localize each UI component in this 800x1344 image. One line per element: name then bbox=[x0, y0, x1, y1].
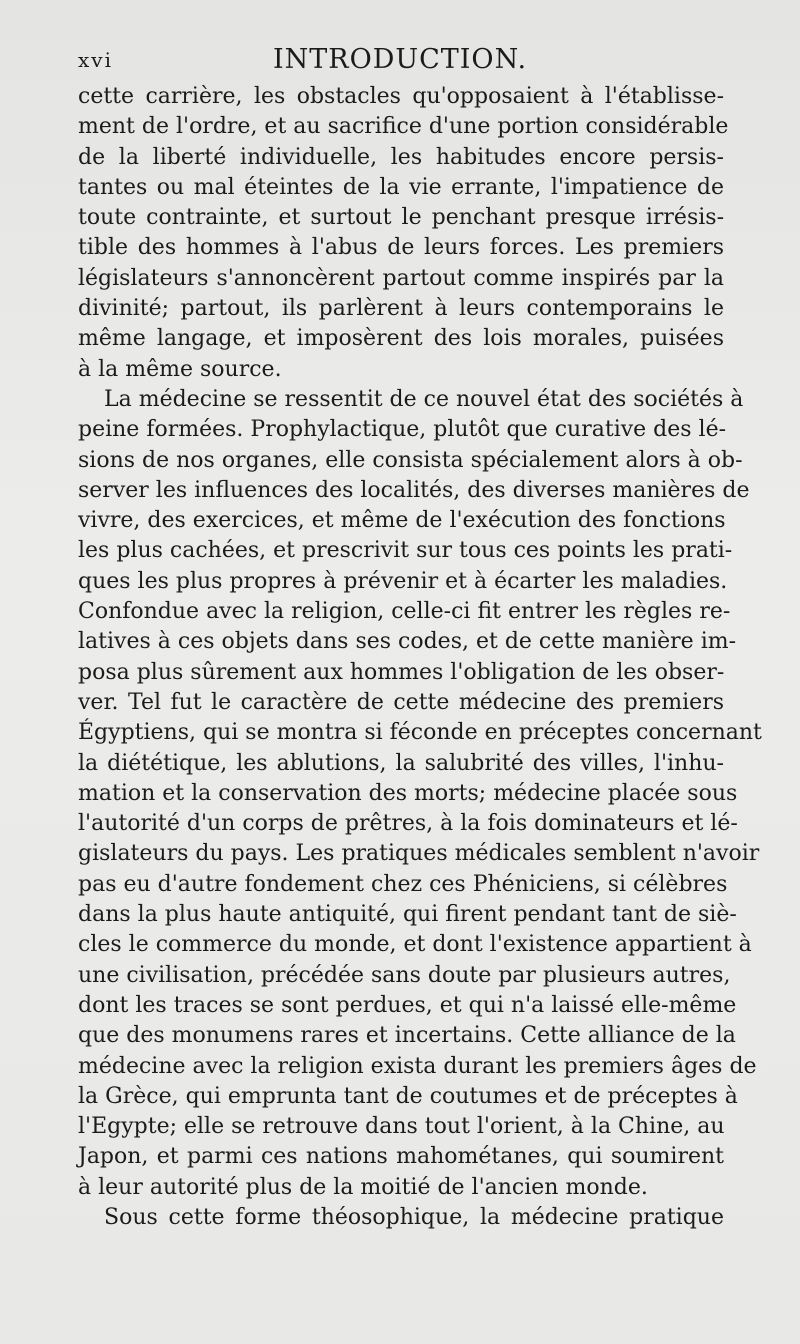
running-title: INTRODUCTION. bbox=[272, 44, 528, 75]
text-line: l'autorité d'un corps de prêtres, à la fois dominateurs et lé- bbox=[78, 811, 738, 837]
text-line: dans la plus haute antiquité, qui firent pendant tant de siè- bbox=[78, 902, 737, 928]
text-line: législateurs s'annoncèrent partout comme inspirés par la bbox=[78, 265, 724, 291]
text-line: cles le commerce du monde, et dont l'existence appartient à bbox=[78, 932, 752, 958]
paragraph-start-line: Sous cette forme théosophique, la médecine pratique bbox=[104, 1204, 724, 1230]
text-line: dont les traces se sont perdues, et qui n'a laissé elle-même bbox=[78, 992, 737, 1018]
text-line: à la même source. bbox=[78, 356, 282, 382]
text-line: ques les plus propres à prévenir et à écarter les maladies. bbox=[78, 568, 728, 594]
page-number: xvi bbox=[78, 48, 113, 72]
text-line: vivre, des exercices, et même de l'exécution des fonctions bbox=[78, 508, 726, 534]
text-line: gislateurs du pays. Les pratiques médicales semblent n'avoir bbox=[78, 841, 760, 867]
text-line: à leur autorité plus de la moitié de l'ancien monde. bbox=[78, 1174, 648, 1200]
text-line: Confondue avec la religion, celle-ci fit entrer les règles re- bbox=[78, 599, 731, 625]
text-line: tantes ou mal éteintes de la vie errante, l'impatience de bbox=[78, 174, 724, 200]
text-line: latives à ces objets dans ses codes, et de cette manière im- bbox=[78, 629, 737, 655]
text-line: tible des hommes à l'abus de leurs forces. Les premiers bbox=[78, 235, 724, 261]
text-line: toute contrainte, et surtout le penchant presque irrésis- bbox=[78, 205, 724, 231]
text-line: cette carrière, les obstacles qu'opposaient à l'établisse- bbox=[78, 84, 724, 109]
text-line: médecine avec la religion exista durant les premiers âges de bbox=[78, 1053, 757, 1079]
text-line: la diététique, les ablutions, la salubrité des villes, l'inhu- bbox=[78, 750, 724, 776]
text-line: posa plus sûrement aux hommes l'obligation de les obser- bbox=[78, 659, 725, 685]
text-line: que des monumens rares et incertains. Cette alliance de la bbox=[78, 1023, 736, 1049]
text-line: la Grèce, qui emprunta tant de coutumes et de préceptes à bbox=[78, 1083, 738, 1109]
text-line: mation et la conservation des morts; médecine placée sous bbox=[78, 780, 738, 806]
page-header bbox=[78, 44, 722, 80]
text-line: l'Egypte; elle se retrouve dans tout l'orient, à la Chine, au bbox=[78, 1114, 725, 1140]
text-line: server les influences des localités, des diverses manières de bbox=[78, 477, 750, 503]
text-line: même langage, et imposèrent des lois morales, puisées bbox=[78, 326, 724, 352]
text-line: peine formées. Prophylactique, plutôt que curative des lé- bbox=[78, 417, 727, 443]
text-line: Égyptiens, qui se montra si féconde en préceptes concernant bbox=[78, 720, 762, 746]
paragraph-start-line: La médecine se ressentit de ce nouvel état des sociétés à bbox=[104, 386, 744, 412]
body-text bbox=[78, 82, 762, 1233]
text-line: ver. Tel fut le caractère de cette médecine des premiers bbox=[78, 689, 724, 715]
text-line: les plus cachées, et prescrivit sur tous ces points les prati- bbox=[78, 538, 733, 564]
text-line: sions de nos organes, elle consista spécialement alors à ob- bbox=[78, 447, 743, 473]
text-line: pas eu d'autre fondement chez ces Phéniciens, si célèbres bbox=[78, 871, 728, 897]
text-line: de la liberté individuelle, les habitudes encore persis- bbox=[78, 144, 724, 170]
text-line: divinité; partout, ils parlèrent à leurs contemporains le bbox=[78, 296, 724, 322]
text-line: une civilisation, précédée sans doute par plusieurs autres, bbox=[78, 962, 731, 988]
text-line: ment de l'ordre, et au sacrifice d'une portion considérable bbox=[78, 114, 729, 140]
text-line: Japon, et parmi ces nations mahométanes, qui soumirent bbox=[78, 1144, 724, 1170]
